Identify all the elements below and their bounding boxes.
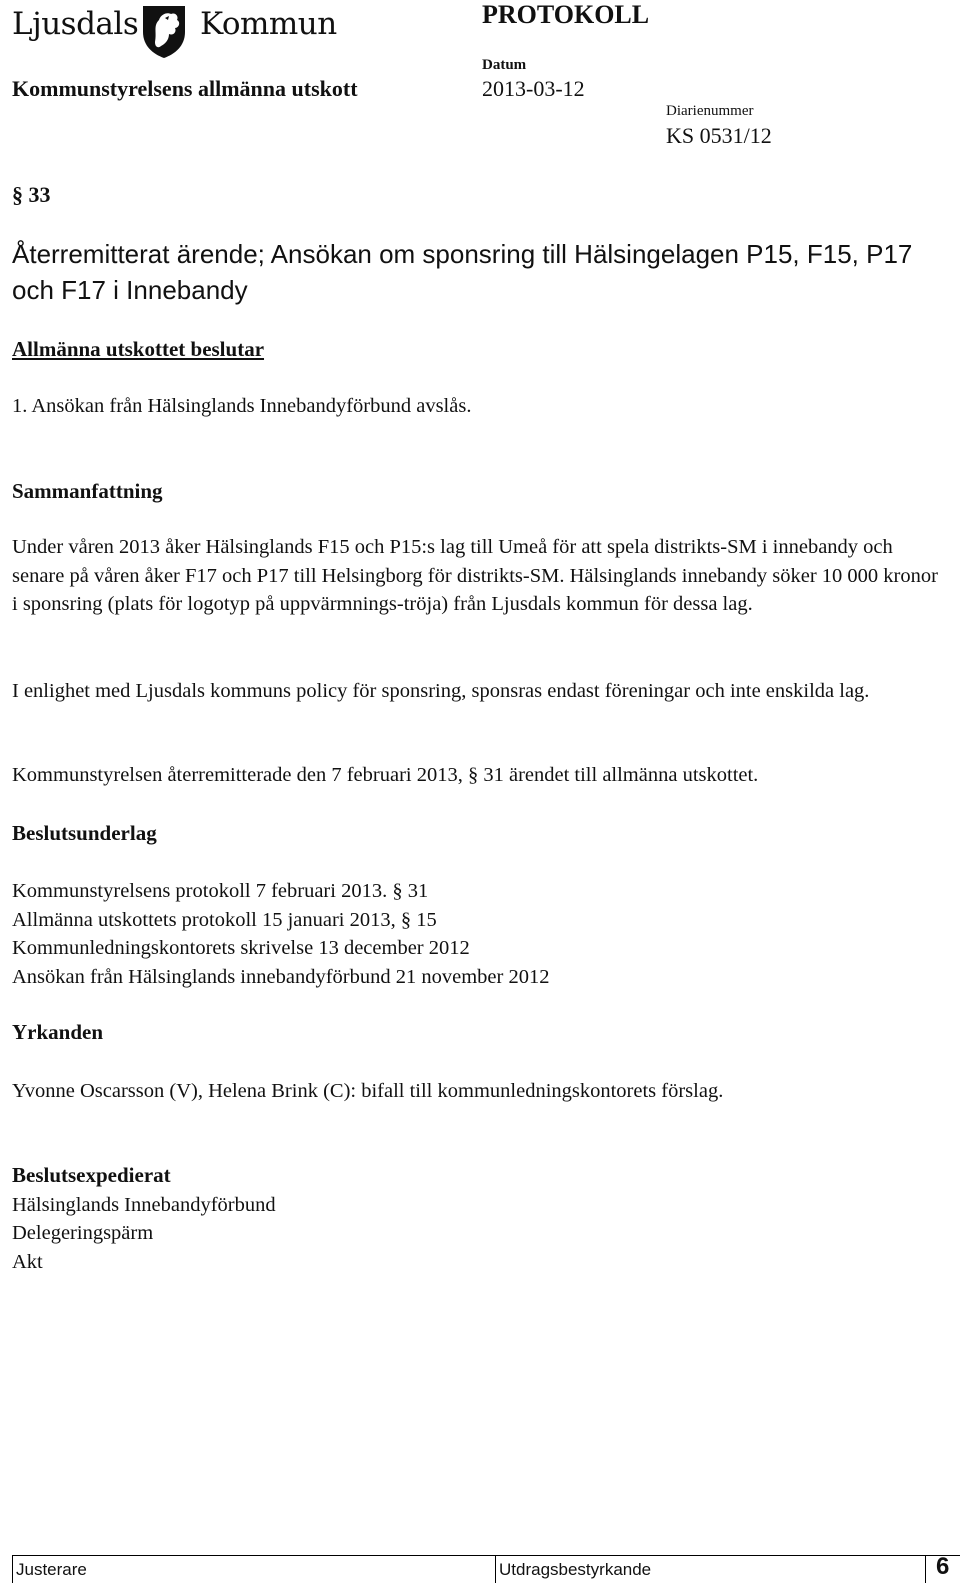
footer-divider xyxy=(495,1555,496,1583)
coat-of-arms-icon xyxy=(135,2,193,60)
decision-heading: Allmänna utskottet beslutar xyxy=(12,337,265,361)
diary-value: KS 0531/12 xyxy=(666,123,772,148)
dispatch-line: Hälsinglands Innebandyförbund xyxy=(12,1194,276,1216)
basis-line: Allmänna utskottets protokoll 15 januari 2013, § 15 xyxy=(12,909,437,931)
footer-rule xyxy=(12,1555,960,1556)
logo-text-ljusdals: Ljusdals xyxy=(12,6,139,42)
dispatch-line: Akt xyxy=(12,1251,43,1273)
decision-item: 1. Ansökan från Hälsinglands Innebandyförbund avslås. xyxy=(12,395,472,417)
organ-name: Kommunstyrelsens allmänna utskott xyxy=(12,76,358,101)
basis-line: Kommunledningskontorets skrivelse 13 december 2012 xyxy=(12,937,470,959)
page-number: 6 xyxy=(936,1553,950,1580)
dispatch-heading: Beslutsexpedierat xyxy=(12,1163,171,1187)
basis-line: Kommunstyrelsens protokoll 7 februari 2013. § 31 xyxy=(12,880,429,902)
summary-paragraph-3: Kommunstyrelsen återremitterade den 7 februari 2013, § 31 ärendet till allmänna utskottet. xyxy=(12,764,759,786)
date-value: 2013-03-12 xyxy=(482,76,585,101)
footer-utdragsbestyrkande: Utdragsbestyrkande xyxy=(499,1560,652,1579)
footer-justerare: Justerare xyxy=(16,1560,87,1579)
basis-line: Ansökan från Hälsinglands innebandyförbund 21 november 2012 xyxy=(12,966,550,988)
summary-paragraph-1: Under våren 2013 åker Hälsinglands F15 och P15:s lag till Umeå för att spela distrikts-SM i innebandy och senare på våren åker F17 och P17 till Helsingborg för distrikts-SM. Hälsinglands innebandy söker 10 000 kronor i sponsring (plats för logotyp på uppvärmnings-tröja) från Ljusdals kommun för dessa lag. xyxy=(12,536,938,615)
basis-heading: Beslutsunderlag xyxy=(12,821,157,845)
footer-divider xyxy=(925,1555,926,1583)
summary-heading: Sammanfattning xyxy=(12,479,163,503)
document-type: PROTOKOLL xyxy=(482,0,650,29)
motions-heading: Yrkanden xyxy=(12,1020,104,1044)
page-title: Återremitterat ärende; Ansökan om sponsring till Hälsingelagen P15, F15, P17 och F17 i Innebandy xyxy=(12,239,913,305)
motions-text: Yvonne Oscarsson (V), Helena Brink (C): bifall till kommunledningskontorets förslag. xyxy=(12,1080,724,1102)
summary-paragraph-2: I enlighet med Ljusdals kommuns policy för sponsring, sponsras endast föreningar och inte enskilda lag. xyxy=(12,680,870,702)
logo-text-kommun: Kommun xyxy=(200,6,337,42)
date-label: Datum xyxy=(482,57,527,73)
paragraph-number: § 33 xyxy=(12,182,51,207)
diary-label: Diarienummer xyxy=(666,103,754,119)
footer-divider xyxy=(12,1555,13,1583)
dispatch-line: Delegeringspärm xyxy=(12,1222,154,1244)
